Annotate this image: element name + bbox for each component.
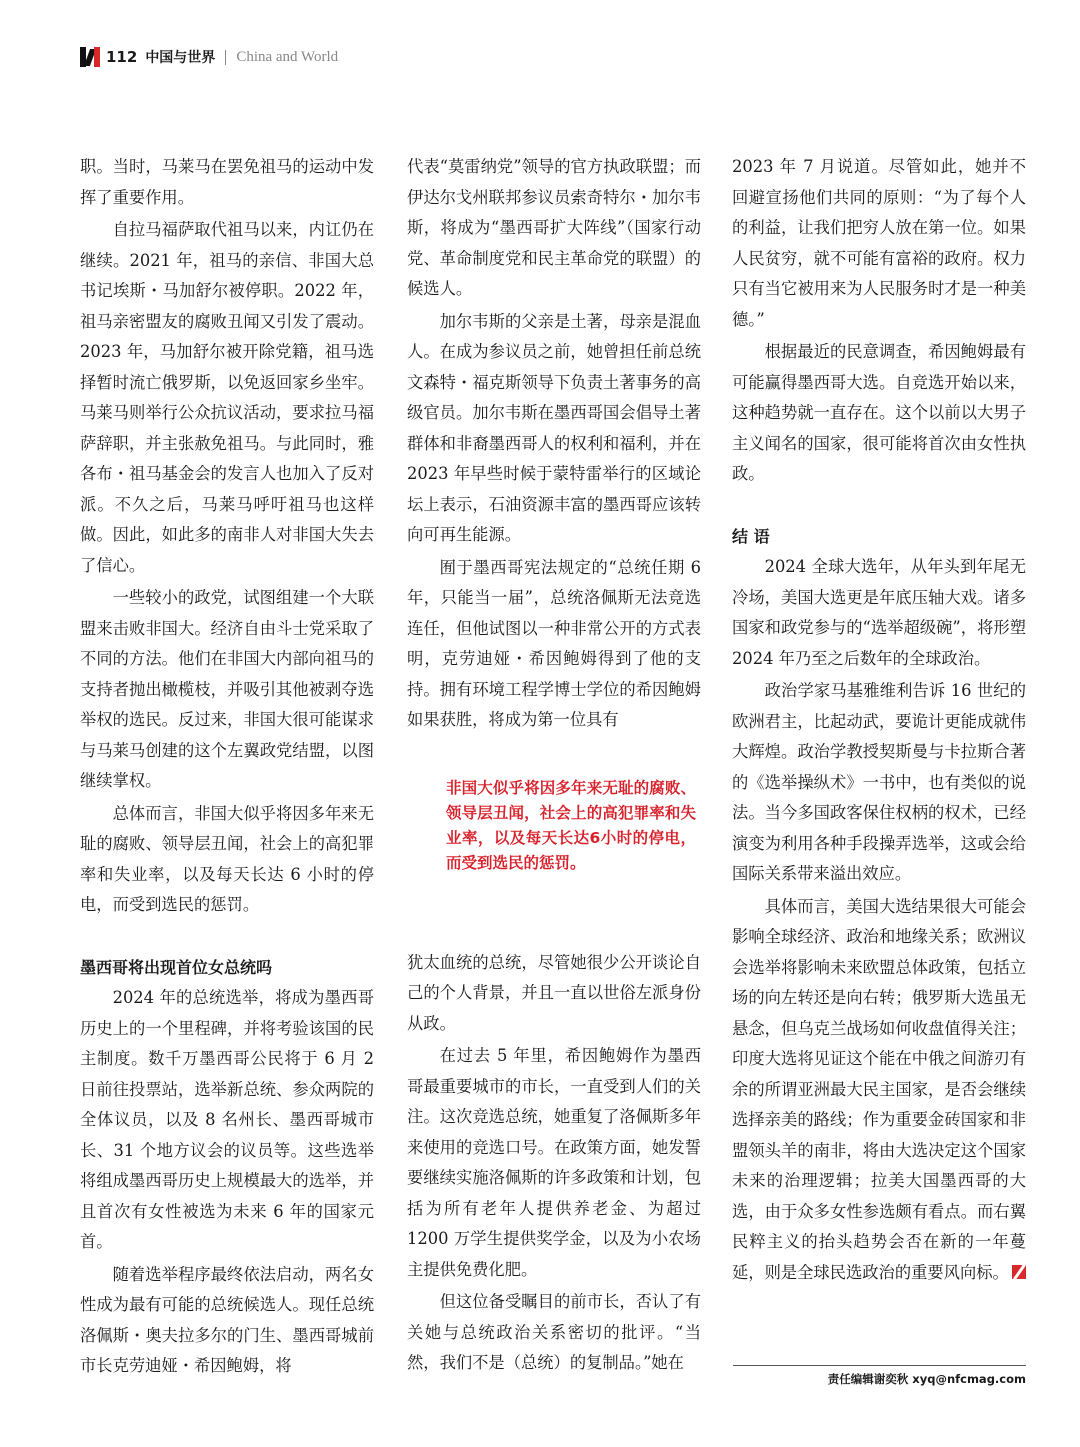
paragraph: 总体而言，非国大似乎将因多年来无耻的腐败、领导层丑闻，社会上的高犯罪率和失业率，以及每天长达 6 小时的停电，而受到选民的惩罚。 bbox=[80, 803, 374, 914]
paragraph: 代表“莫雷纳党”领导的官方执政联盟；而伊达尔戈州联邦参议员索奇特尔・加尔韦斯，将成为“墨西哥扩大阵线”（国家行动党、革命制度党和民主革命党的联盟）的候选人。 bbox=[407, 157, 701, 298]
paragraph: 2023 年 7 月说道。尽管如此，她并不回避宣扬他们共同的原则：“为了每个人的利益，让我们把穷人放在第一位。如果人民贫穷，就不可能有富裕的政府。权力只有当它被用来为人民服务时才是一种美德。” bbox=[732, 157, 1026, 329]
column-2 bbox=[407, 152, 701, 1381]
page-number: 112 bbox=[106, 48, 138, 66]
paragraph: 但这位备受瞩目的前市长，否认了有关她与总统政治关系密切的批评。“当然，我们不是（总统）的复制品。”她在 bbox=[407, 1292, 701, 1372]
paragraph: 政治学家马基雅维利告诉 16 世纪的欧洲君主，比起动武，要诡计更能成就伟大辉煌。政治学教授契斯曼与卡拉斯合著的《选举操纵术》一书中，也有类似的说法。当今多国政客保住权柄的权术，已经演变为利用各种手段操弄选举，这或会给国际关系带来溢出效应。 bbox=[732, 681, 1026, 883]
paragraph: 自拉马福萨取代祖马以来，内讧仍在继续。2021 年，祖马的亲信、非国大总书记埃斯・马加舒尔被停职。2022 年，祖马亲密盟友的腐败丑闻又引发了震动。2023 年，马加舒尔被开除党籍，祖马选择暂时流亡俄罗斯，以免返回家乡坐牢。马莱马则举行公众抗议活动，要求拉马福萨辞职，并主张赦免祖马。与此同时，雅各布・祖马基金会的发言人也加入了反对派。不久之后，马莱马呼吁祖马也这样做。因此，如此多的南非人对非国大失去了信心。 bbox=[80, 220, 374, 575]
column-3 bbox=[732, 152, 1026, 1290]
paragraph: 根据最近的民意调查，希因鲍姆最有可能赢得墨西哥大选。自竞选开始以来，这种趋势就一直存在。这个以前以大男子主义闻名的国家，很可能将首次由女性执政。 bbox=[732, 342, 1026, 483]
section-english-name: China and World bbox=[236, 48, 339, 65]
paragraph: 2024 全球大选年，从年头到年尾无冷场，美国大选更是年底压轴大戏。诸多国家和政党参与的“选举超级碗”，将形塑 2024 年乃至之后数年的全球政治。 bbox=[732, 557, 1026, 668]
paragraph: 随着选举程序最终依法启动，两名女性成为最有可能的总统候选人。现任总统洛佩斯・奥夫拉多尔的门生、墨西哥城前市长克劳迪娅・希因鲍姆，将 bbox=[80, 1264, 374, 1375]
paragraph: 职。当时，马莱马在罢免祖马的运动中发挥了重要作用。 bbox=[80, 157, 374, 207]
footer-divider bbox=[733, 1365, 1026, 1366]
magazine-logo-icon bbox=[80, 47, 100, 67]
header-separator bbox=[225, 50, 226, 65]
magazine-name: 中国与世界 bbox=[145, 50, 216, 66]
section-heading-mexico: 墨西哥将出现首位女总统吗 bbox=[80, 957, 273, 977]
paragraph bbox=[732, 892, 1026, 1289]
paragraph: 在过去 5 年里，希因鲍姆作为墨西哥最重要城市的市长，一直受到人们的关注。这次竞选总统，她重复了洛佩斯多年来使用的竞选口号。在政策方面，她发誓要继续实施洛佩斯的许多政策和计划，包括为所有老年人提供养老金、为超过 1200 万学生提供奖学金，以及为小农场主提供免费化肥。 bbox=[407, 1046, 701, 1279]
paragraph: 加尔韦斯的父亲是土著，母亲是混血人。在成为参议员之前，她曾担任前总统文森特・福克斯领导下负责土著事务的高级官员。加尔韦斯在墨西哥国会倡导土著群体和非裔墨西哥人的权利和福利，并在 2023 年早些时候于蒙特雷举行的区域论坛上表示，石油资源丰富的墨西哥应该转向可再生能源。 bbox=[407, 311, 701, 544]
paragraph: 囿于墨西哥宪法规定的“总统任期 6 年，只能当一届”，总统洛佩斯无法竞选连任，但他试图以一种非常公开的方式表明，克劳迪娅・希因鲍姆得到了他的支持。拥有环境工程学博士学位的希因鲍姆如果获胜，将成为第一位具有 bbox=[407, 557, 701, 729]
paragraph: 2024 年的总统选举，将成为墨西哥历史上的一个里程碑，并将考验该国的民主制度。数千万墨西哥公民将于 6 月 2 日前往投票站，选举新总统、参众两院的全体议员，以及 8 名州长、墨西哥城市长、31 个地方议会的议员等。这些选举将组成墨西哥历史上规模最大的选举，并且首次有女性被选为未来 6 年的国家元首。 bbox=[80, 988, 374, 1251]
paragraph-text: 具体而言，美国大选结果很大可能会影响全球经济、政治和地缘关系；欧洲议会选举将影响未来欧盟总体政策，包括立场的向左转还是向右转；俄罗斯大选虽无悬念，但乌克兰战场如何收盘值得关注；印度大选将见证这个能在中俄之间游刃有余的所谓亚洲最大民主国家，是否会继续选择亲美的路线；作为重要金砖国家和非盟领头羊的南非，将由大选决定这个国家未来的治理逻辑；拉美大国墨西哥的大选，由于众多女性参选颇有看点。而右翼民粹主义的抬头趋势会否在新的一年蔓延，则是全球民选政治的重要风向标。 bbox=[732, 896, 1026, 1282]
paragraph: 一些较小的政党，试图组建一个大联盟来击败非国大。经济自由斗士党采取了不同的方法。他们在非国大内部向祖马的支持者抛出橄榄枝，并吸引其他被剥夺选举权的选民。反过来，非国大很可能谋求与马莱马创建的这个左翼政党结盟，以图继续掌权。 bbox=[80, 588, 374, 790]
pull-quote: 非国大似乎将因多年来无耻的腐败、领导层丑闻，社会上的高犯罪率和失业率，以及每天长达6小时的停电，而受到选民的惩罚。 bbox=[446, 779, 696, 872]
column-1 bbox=[80, 152, 374, 1384]
end-mark-icon bbox=[1012, 1265, 1026, 1279]
page-header bbox=[80, 44, 338, 70]
section-heading-conclusion: 结 语 bbox=[732, 526, 770, 546]
paragraph: 犹太血统的总统，尽管她很少公开谈论自己的个人背景，并且一直以世俗左派身份从政。 bbox=[407, 952, 701, 1033]
editor-credit: 责任编辑谢奕秋 xyq@nfcmag.com bbox=[827, 1372, 1026, 1386]
